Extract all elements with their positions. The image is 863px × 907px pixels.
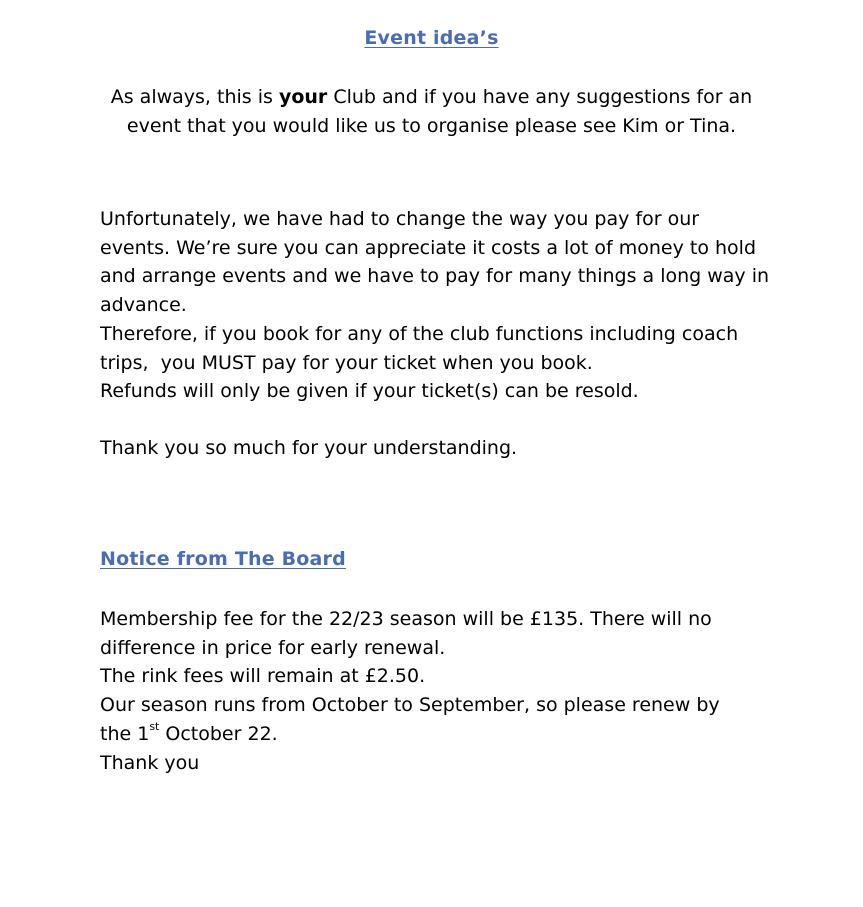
intro-text-after: Club and if you have any suggestions for an <box>327 86 753 108</box>
thanks-paragraph <box>100 434 800 463</box>
board-line: Membership fee for the 22/23 season will be £135. There will no <box>100 608 712 630</box>
payment-notice-paragraph <box>100 205 800 406</box>
board-line: Our season runs from October to September, so please renew by <box>100 694 720 717</box>
closing-line: Thank you <box>100 751 200 774</box>
event-intro-line-2: event that you would like us to organise please see Kim or Tina. <box>126 115 737 137</box>
intro-text-before: As always, this is <box>110 86 279 108</box>
payment-line: advance. <box>100 294 187 317</box>
board-date-line <box>100 720 800 749</box>
payment-line: events. We’re sure you can appreciate it costs a lot of money to hold <box>100 236 757 259</box>
payment-line: Therefore, if you book for any of the club functions including coach <box>100 322 739 345</box>
event-ideas-heading: Event idea’s <box>364 27 499 49</box>
board-notice-paragraph <box>100 605 800 777</box>
intro-bold-your: your <box>278 86 328 108</box>
date-ordinal-suffix: st <box>149 720 160 734</box>
thanks-line: Thank you so much for your understanding. <box>100 437 518 459</box>
event-intro-paragraph <box>0 83 863 141</box>
payment-line: Unfortunately, we have had to change the way you pay for our <box>100 208 700 230</box>
board-line: The rink fees will remain at £2.50. <box>100 665 426 688</box>
payment-line: trips, you MUST pay for your ticket when you book. <box>100 351 593 374</box>
board-line: difference in price for early renewal. <box>100 636 446 659</box>
date-text-after: October 22. <box>159 722 278 745</box>
date-text-before: the 1 <box>100 722 150 745</box>
payment-line: Refunds will only be given if your ticket(s) can be resold. <box>100 380 639 403</box>
board-notice-heading: Notice from The Board <box>100 548 346 570</box>
payment-line: and arrange events and we have to pay for many things a long way in <box>100 265 770 288</box>
event-intro-line-1 <box>0 83 863 112</box>
